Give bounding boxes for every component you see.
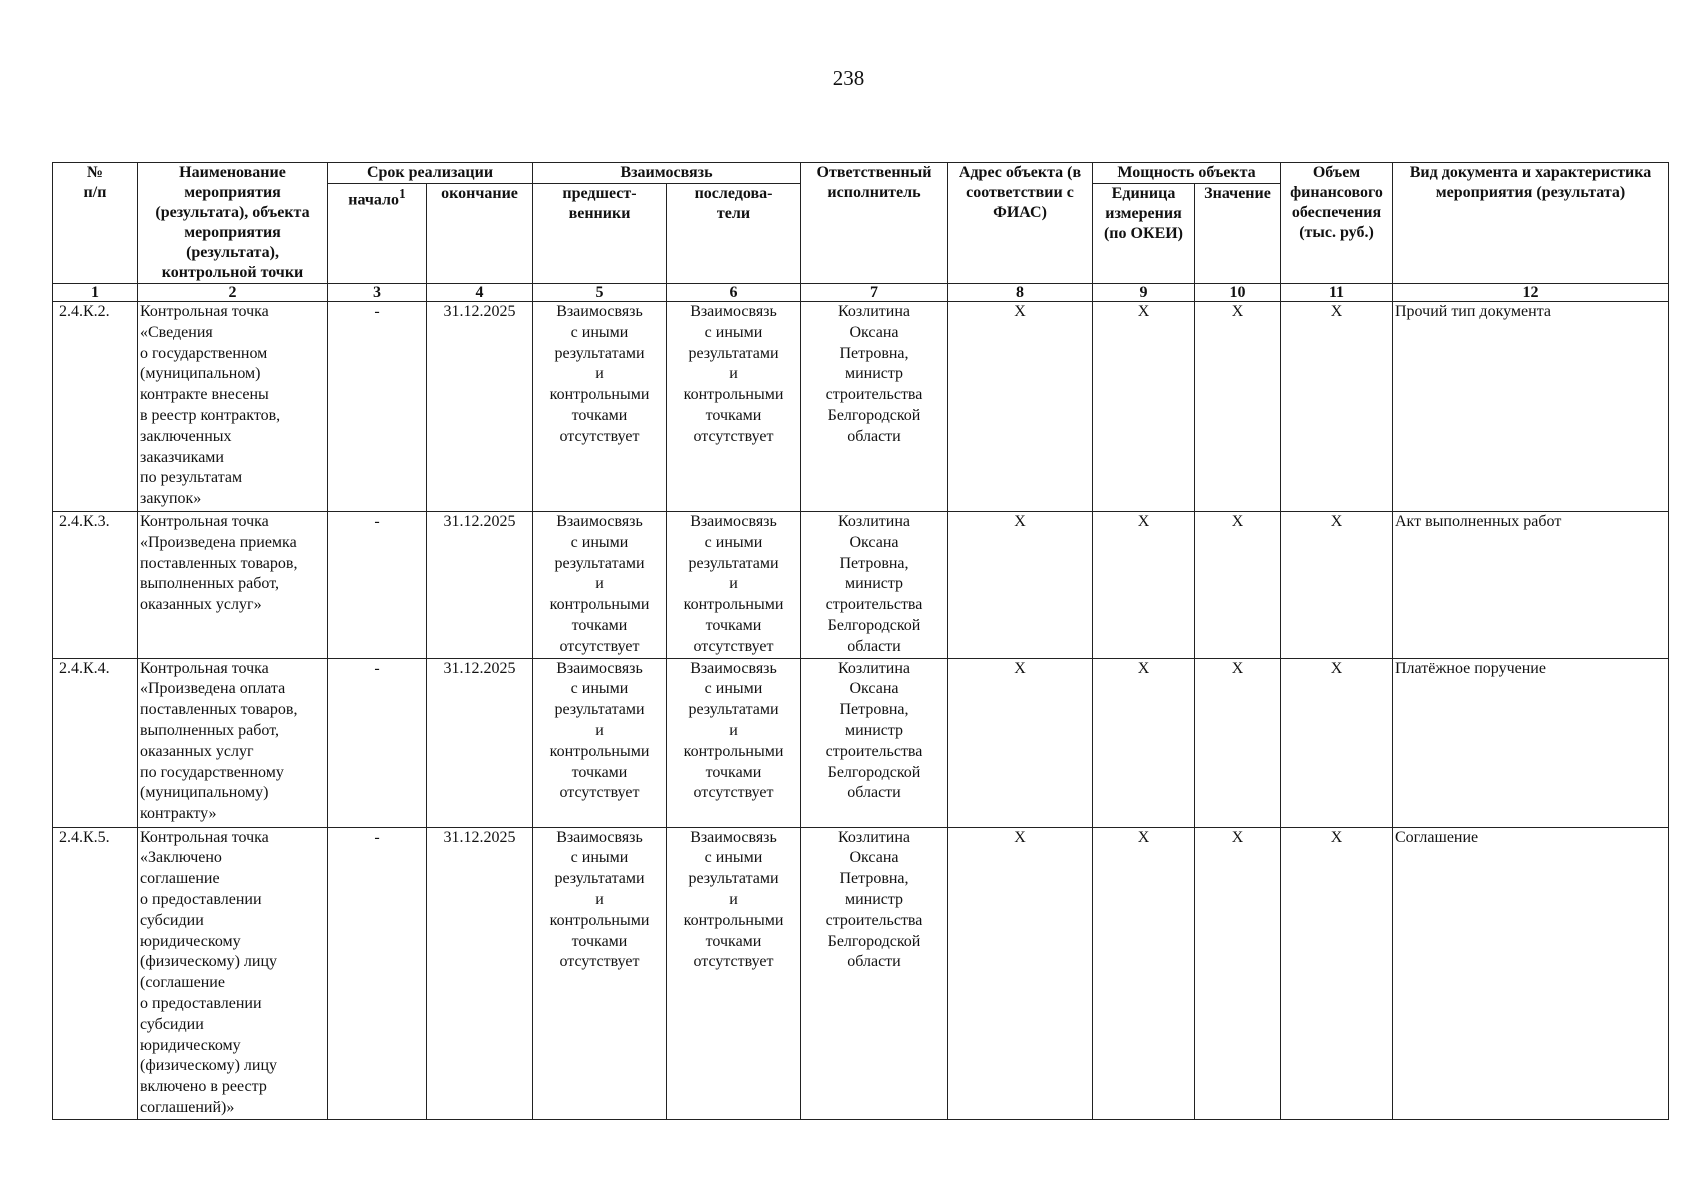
row-start: - bbox=[328, 827, 427, 1119]
column-number: 9 bbox=[1093, 284, 1195, 302]
row-prev: Взаимосвязь с иными результатами и контрольными точками отсутствует bbox=[533, 302, 667, 512]
page-number: 238 bbox=[832, 66, 865, 90]
row-doc: Прочий тип документа bbox=[1393, 302, 1669, 512]
column-number: 10 bbox=[1195, 284, 1281, 302]
row-unit: X bbox=[1093, 658, 1195, 827]
column-number: 6 bbox=[667, 284, 801, 302]
column-number: 1 bbox=[53, 284, 138, 302]
row-next: Взаимосвязь с иными результатами и контрольными точками отсутствует bbox=[667, 512, 801, 659]
column-number: 3 bbox=[328, 284, 427, 302]
row-finance: X bbox=[1281, 827, 1393, 1119]
row-finance: X bbox=[1281, 302, 1393, 512]
header-link-group: Взаимосвязь bbox=[533, 163, 801, 184]
row-finance: X bbox=[1281, 658, 1393, 827]
row-address: X bbox=[948, 512, 1093, 659]
row-end: 31.12.2025 bbox=[427, 658, 533, 827]
row-num: 2.4.К.5. bbox=[53, 827, 138, 1119]
row-address: X bbox=[948, 658, 1093, 827]
row-next: Взаимосвязь с иными результатами и контрольными точками отсутствует bbox=[667, 302, 801, 512]
column-number: 5 bbox=[533, 284, 667, 302]
control-points-table bbox=[52, 162, 1669, 1120]
row-doc: Платёжное поручение bbox=[1393, 658, 1669, 827]
table-row bbox=[53, 827, 1669, 1119]
column-number: 8 bbox=[948, 284, 1093, 302]
header-finance: Объем финансового обеспечения (тыс. руб.) bbox=[1281, 163, 1393, 284]
row-responsible: Козлитина Оксана Петровна, министр строительства Белгородской области bbox=[801, 512, 948, 659]
row-doc: Соглашение bbox=[1393, 827, 1669, 1119]
row-prev: Взаимосвязь с иными результатами и контрольными точками отсутствует bbox=[533, 658, 667, 827]
row-prev: Взаимосвязь с иными результатами и контрольными точками отсутствует bbox=[533, 827, 667, 1119]
row-num: 2.4.К.3. bbox=[53, 512, 138, 659]
row-name: Контрольная точка «Произведена оплата поставленных товаров, выполненных работ, оказанных услуг по государственному (муниципальному) контракту» bbox=[138, 658, 328, 827]
header-link-prev: предшест- венники bbox=[533, 184, 667, 284]
header-doc-type: Вид документа и характеристика мероприятия (результата) bbox=[1393, 163, 1669, 284]
row-address: X bbox=[948, 827, 1093, 1119]
row-name: Контрольная точка «Произведена приемка поставленных товаров, выполненных работ, оказанных услуг» bbox=[138, 512, 328, 659]
row-responsible: Козлитина Оксана Петровна, министр строительства Белгородской области bbox=[801, 302, 948, 512]
column-number: 2 bbox=[138, 284, 328, 302]
header-capacity-unit: Единица измерения (по ОКЕИ) bbox=[1093, 184, 1195, 284]
table-row bbox=[53, 302, 1669, 512]
header-address: Адрес объекта (в соответствии с ФИАС) bbox=[948, 163, 1093, 284]
table-row bbox=[53, 658, 1669, 827]
row-unit: X bbox=[1093, 827, 1195, 1119]
header-num: № п/п bbox=[53, 163, 138, 284]
row-name: Контрольная точка «Заключено соглашение о предоставлении субсидии юридическому (физическому) лицу (соглашение о предоставлении субсидии юридическому (физическому) лицу включено в реестр соглашений)» bbox=[138, 827, 328, 1119]
row-num: 2.4.К.4. bbox=[53, 658, 138, 827]
header-name: Наименование мероприятия (результата), объекта мероприятия (результата), контрольной точки bbox=[138, 163, 328, 284]
row-start: - bbox=[328, 658, 427, 827]
row-doc: Акт выполненных работ bbox=[1393, 512, 1669, 659]
header-responsible: Ответственный исполнитель bbox=[801, 163, 948, 284]
column-numbers-row bbox=[53, 284, 1669, 302]
header-term-group: Срок реализации bbox=[328, 163, 533, 184]
header-link-next: последова- тели bbox=[667, 184, 801, 284]
table-row bbox=[53, 512, 1669, 659]
footnote-mark: 1 bbox=[399, 186, 406, 201]
row-start: - bbox=[328, 512, 427, 659]
header-capacity-value: Значение bbox=[1195, 184, 1281, 284]
header-term-start: начало$^1$ bbox=[328, 184, 427, 284]
table-header bbox=[53, 163, 1669, 302]
column-number: 11 bbox=[1281, 284, 1393, 302]
row-next: Взаимосвязь с иными результатами и контрольными точками отсутствует bbox=[667, 658, 801, 827]
row-value: X bbox=[1195, 658, 1281, 827]
row-responsible: Козлитина Оксана Петровна, министр строительства Белгородской области bbox=[801, 827, 948, 1119]
row-address: X bbox=[948, 302, 1093, 512]
row-finance: X bbox=[1281, 512, 1393, 659]
row-name: Контрольная точка «Сведения о государственном (муниципальном) контракте внесены в реестр контрактов, заключенных заказчиками по результатам закупок» bbox=[138, 302, 328, 512]
row-start: - bbox=[328, 302, 427, 512]
row-unit: X bbox=[1093, 302, 1195, 512]
row-end: 31.12.2025 bbox=[427, 302, 533, 512]
row-prev: Взаимосвязь с иными результатами и контрольными точками отсутствует bbox=[533, 512, 667, 659]
row-next: Взаимосвязь с иными результатами и контрольными точками отсутствует bbox=[667, 827, 801, 1119]
header-capacity-group: Мощность объекта bbox=[1093, 163, 1281, 184]
row-responsible: Козлитина Оксана Петровна, министр строительства Белгородской области bbox=[801, 658, 948, 827]
column-number: 4 bbox=[427, 284, 533, 302]
row-end: 31.12.2025 bbox=[427, 827, 533, 1119]
column-number: 7 bbox=[801, 284, 948, 302]
row-value: X bbox=[1195, 827, 1281, 1119]
row-num: 2.4.К.2. bbox=[53, 302, 138, 512]
row-value: X bbox=[1195, 512, 1281, 659]
row-unit: X bbox=[1093, 512, 1195, 659]
header-term-end: окончание bbox=[427, 184, 533, 284]
row-end: 31.12.2025 bbox=[427, 512, 533, 659]
column-number: 12 bbox=[1393, 284, 1669, 302]
table-body bbox=[53, 302, 1669, 1120]
row-value: X bbox=[1195, 302, 1281, 512]
